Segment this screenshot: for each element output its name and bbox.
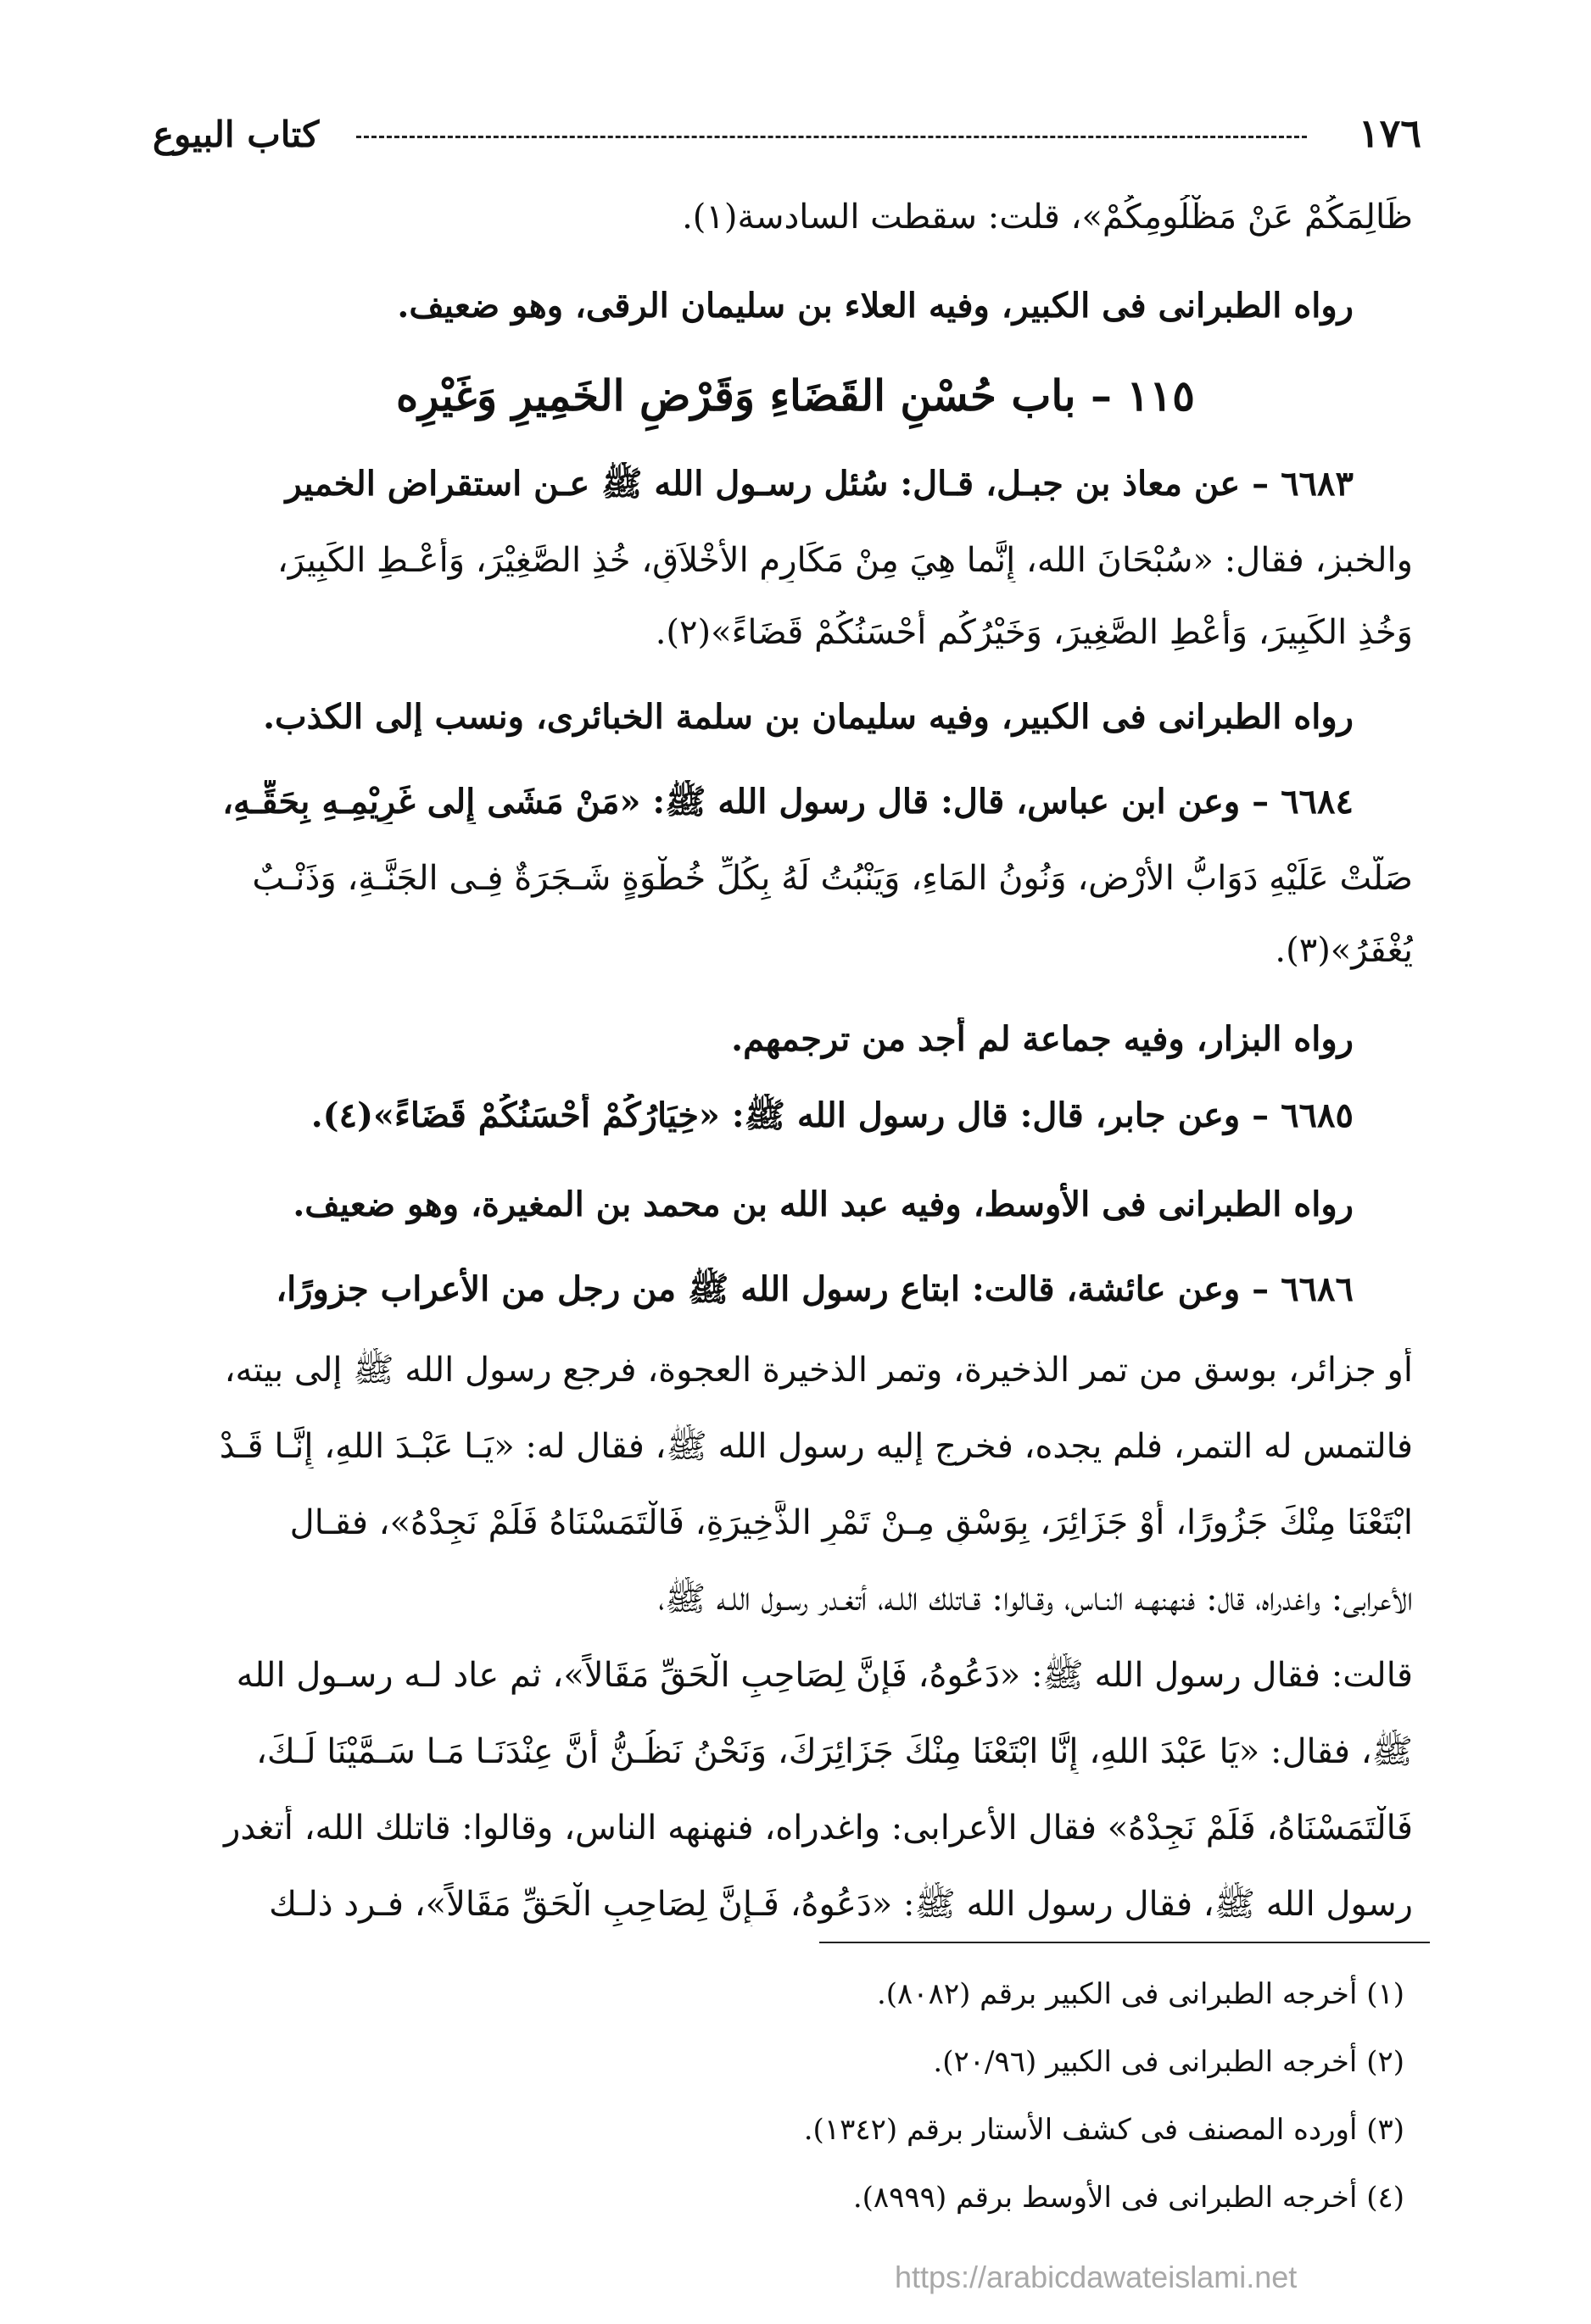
running-header xyxy=(153,110,1421,161)
text-line: أو جزائر، بوسق من تمر الذخيرة، وتمر الذخيرة العجوة، فرجع رسول الله ﷺ إلى بيته، xyxy=(224,1351,1413,1390)
text-line: صَلَّتْ عَلَيْهِ دَوَابُّ الأَرْضِ، وَنُونُ المَاءِ، وَيَنْبُتُ لَهُ بِكُلِّ خُطْوَةٍ شَـجَرَةٌ فِـى الجَنَّـةِ، وَذَنْـبٌ xyxy=(252,859,1413,898)
text-line: وَخُذِ الكَبِيرَ، وَأَعْطِ الصَّغِيرَ، وَخَيْرُكُم أَحْسَنُكُمْ قَضَاءً»(٢). xyxy=(655,613,1413,652)
section-heading: ١١٥ – باب حُسْنِ القَضَاءِ وَقَرْضِ الخَمِيرِ وَغَيْرِه xyxy=(396,371,1195,421)
text-line: ﷺ، فقال: «يَا عَبْدَ اللهِ، إِنَّا ابْتَعْنَا مِنْكَ جَزَائِرَكَ، وَنَحْنُ نَظُـنُّ أَنَّ عِنْدَنَـا مَـا سَـمَّيْنَا لَـكَ، xyxy=(255,1732,1413,1771)
hadith-6684-line: ٦٦٨٤ – وعن ابن عباس، قال: قال رسول الله ﷺ: «مَنْ مَشَى إِلى غَرِيْمِـهِ بِحَقِّـهِ، xyxy=(222,782,1354,822)
watermark-url: https://arabicdawateislami.net xyxy=(895,2260,1298,2294)
text-line: فالتمس له التمر، فلم يجده، فخرج إليه رسول الله ﷺ، فقال له: «يَـا عَبْـدَ اللهِ، إِنَّـا قَـدْ xyxy=(219,1427,1413,1466)
footnote: (٣) أورده المصنف فى كشف الأستار برقم (١٣٤٢). xyxy=(803,2113,1404,2147)
source-note: رواه الطبرانى فى الأوسط، وفيه عبد الله بن محمد بن المغيرة، وهو ضعيف. xyxy=(293,1184,1354,1224)
header-dashed-rule xyxy=(356,136,1307,138)
text-line: ظَالِمَكُمْ عَنْ مَظْلُومِكُمْ»، قلت: سقطت السادسة(١). xyxy=(682,198,1413,237)
text-line: فَالْتَمَسْنَاهُ، فَلَمْ نَجِدْهُ» فقال الأعرابى: واغدراه، فنهنهه الناس، وقالوا: قاتلك الله، أتغدر xyxy=(224,1808,1413,1847)
text-line: والخبز، فقال: «سُبْحَانَ الله، إِنَّما هِيَ مِنْ مَكَارِمِ الأَخْلاَقِ، خُذِ الصَّغِيْرَ، وَأَعْـطِ الكَبِيرَ، xyxy=(276,541,1413,580)
text-line: يُغْفَرُ»(٣). xyxy=(1275,931,1413,970)
text-line: ابْتَعْنَا مِنْكَ جَزُورًا، أَوْ جَزَائِرَ، بِوَسْقٍ مِـنْ تَمْرِ الذَّخِيرَةِ، فَالْتَمَسْنَاهُ فَلَمْ نَجِدْهُ»، فقـال xyxy=(289,1503,1413,1542)
source-note: رواه الطبرانى فى الكبير، وفيه سليمان بن سلمة الخبائرى، ونسب إلى الكذب. xyxy=(263,697,1354,737)
footnote: (١) أخرجه الطبرانى فى الكبير برقم (٨٠٨٢). xyxy=(876,1977,1404,2011)
text-line: الأعرابى: واغدراه، قال: فنهنهـه النـاس، وقـالوا: قـاتلك اللـه، أتغـدر رسـول اللـه ﷺ، xyxy=(658,1580,1413,1619)
footnote-separator xyxy=(819,1942,1430,1943)
source-note: رواه الطبرانى فى الكبير، وفيه العلاء بن سليمان الرقى، وهو ضعيف. xyxy=(397,286,1354,326)
source-note: رواه البزار، وفيه جماعة لم أجد من ترجمهم. xyxy=(731,1019,1354,1059)
page-number: ١٧٦ xyxy=(1358,110,1421,156)
chapter-title: كتاب البيوع xyxy=(153,114,320,155)
hadith-6685-line: ٦٦٨٥ – وعن جابر، قال: قال رسول الله ﷺ: «خِيَارُكُمْ أَحْسَنُكُمْ قَضَاءً»(٤). xyxy=(310,1095,1354,1135)
text-line: رسول الله ﷺ، فقال رسول الله ﷺ: «دَعُوهُ، فَـإِنَّ لِصَاحِبِ الْحَقِّ مَقَالاً»، فـرد ذلـك xyxy=(269,1885,1413,1924)
hadith-6683-line: ٦٦٨٣ – عن معاذ بن جبـل، قـال: سُئل رسـول الله ﷺ عـن استقراض الخمير xyxy=(285,464,1354,504)
footnote: (٤) أخرجه الطبرانى فى الأوسط برقم (٨٩٩٩). xyxy=(852,2181,1404,2215)
text-line: قالت: فقال رسول الله ﷺ: «دَعُوهُ، فَإِنَّ لِصَاحِبِ الْحَقِّ مَقَالاً»، ثم عاد لـه رسـول الله xyxy=(236,1656,1413,1695)
footnote: (٢) أخرجه الطبرانى فى الكبير (٢٠/٩٦). xyxy=(933,2045,1404,2079)
hadith-6686-line: ٦٦٨٦ – وعن عائشة، قالت: ابتاع رسول الله ﷺ من رجل من الأعراب جزورًا، xyxy=(276,1269,1354,1309)
